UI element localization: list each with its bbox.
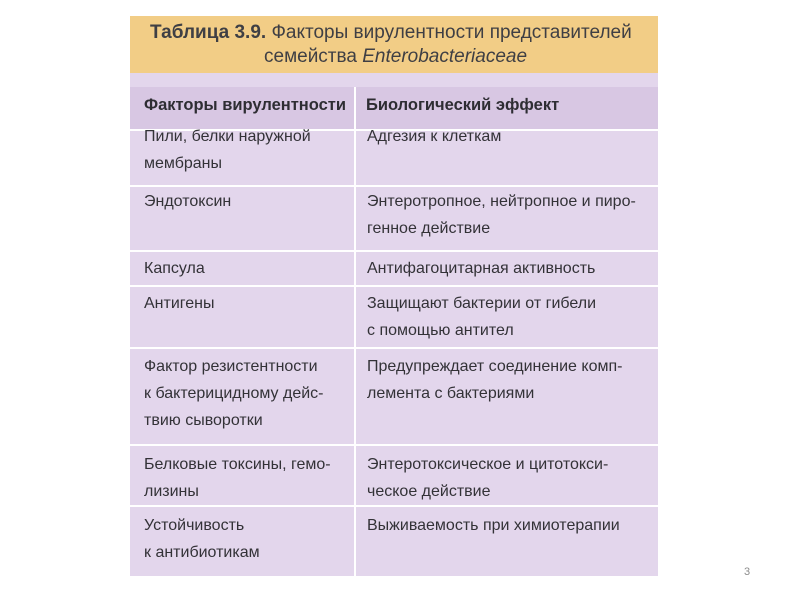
cell-line: Пили, белки наружной	[144, 128, 311, 145]
table-cell-factor	[144, 512, 260, 566]
cell-line: Антигены	[144, 295, 215, 312]
cell-line: к бактерицидному дейс-	[144, 385, 324, 402]
cell-line: с помощью антител	[367, 322, 514, 339]
caption-title-prefix: семейства	[264, 46, 357, 67]
table-figure	[130, 16, 658, 576]
table-caption	[130, 16, 658, 73]
row-divider	[130, 250, 658, 252]
table-cell-factor	[144, 188, 231, 215]
cell-line: лемента с бактериями	[367, 385, 535, 402]
row-divider	[130, 347, 658, 349]
cell-line: Энтеротоксическое и цитотокси-	[367, 456, 609, 473]
table-cell-factor	[144, 290, 215, 317]
table-cell-effect	[367, 353, 622, 407]
row-divider	[130, 285, 658, 287]
cell-line: Защищают бактерии от гибели	[367, 295, 597, 312]
table-cell-factor	[144, 123, 311, 177]
caption-title-line-1: Факторы вирулентности представителей	[271, 22, 632, 43]
cell-line: Белковые токсины, гемо-	[144, 456, 331, 473]
caption-row-2	[150, 45, 648, 69]
cell-line: твию сыворотки	[144, 412, 263, 429]
cell-line: Энтеротропное, нейтропное и пиро-	[367, 193, 636, 210]
table-cell-effect	[367, 255, 595, 282]
cell-line: Фактор резистентности	[144, 358, 318, 375]
table-cell-effect	[367, 512, 620, 539]
column-header-effect: Биологический эффект	[366, 96, 560, 114]
cell-line: Эндотоксин	[144, 193, 232, 210]
cell-line: Устойчивость	[144, 517, 245, 534]
cell-line: Капсула	[144, 260, 205, 277]
cell-line: Выживаемость при химиотерапии	[367, 517, 620, 534]
row-divider	[130, 185, 658, 187]
table-cell-factor	[144, 255, 205, 282]
cell-line: ческое действие	[367, 483, 491, 500]
column-divider	[354, 87, 356, 576]
table-cell-effect	[367, 451, 608, 505]
table-cell-factor	[144, 353, 324, 434]
table-cell-effect	[367, 290, 596, 344]
caption-number: Таблица 3.9.	[150, 22, 267, 43]
cell-line: к антибиотикам	[144, 544, 260, 561]
cell-line: Адгезия к клеткам	[367, 128, 502, 145]
cell-line: Предупреждает соединение комп-	[367, 358, 623, 375]
table-cell-effect	[367, 188, 636, 242]
cell-line: лизины	[144, 483, 199, 500]
column-header-factors: Факторы вирулентности	[144, 96, 347, 114]
table-cell-factor	[144, 451, 331, 505]
cell-line: Антифагоцитарная активность	[367, 260, 596, 277]
table-cell-effect	[367, 123, 501, 150]
cell-line: мембраны	[144, 155, 223, 172]
caption-row-1	[150, 21, 648, 45]
row-divider	[130, 505, 658, 507]
page-number: 3	[744, 566, 751, 578]
cell-line: генное действие	[367, 220, 491, 237]
caption-family-name: Enterobacteriaceae	[362, 46, 528, 67]
row-divider	[130, 444, 658, 446]
